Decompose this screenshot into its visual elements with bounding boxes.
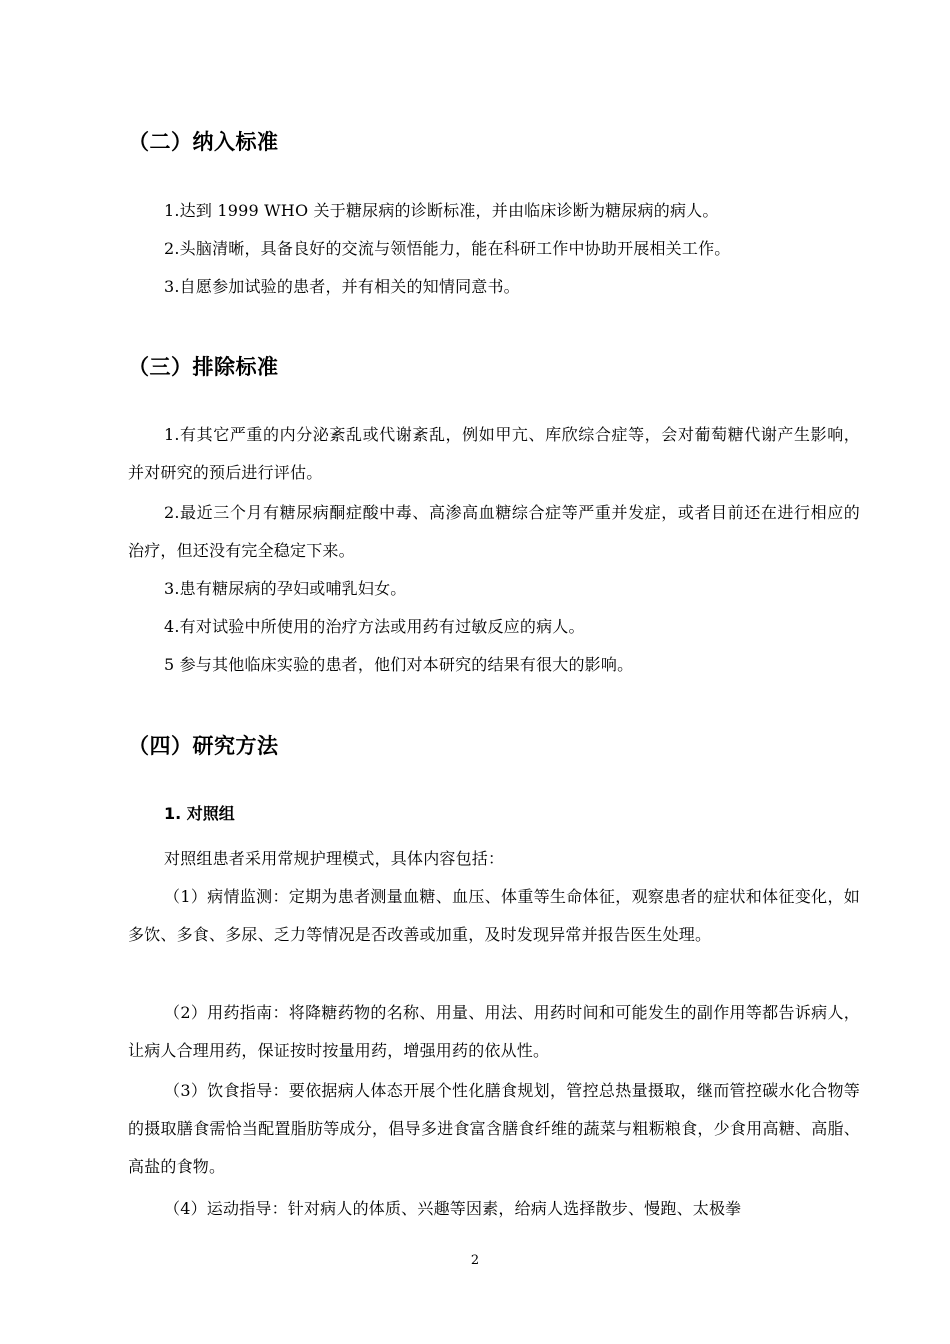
exclusion-item-3: 3.患有糖尿病的孕妇或哺乳妇女。 bbox=[164, 579, 407, 598]
page-number: 2 bbox=[470, 1253, 480, 1268]
control-group-item-1: （1）病情监测：定期为患者测量血糖、血压、体重等生命体征，观察患者的症状和体征变化，如多饮、多食、多尿、乏力等情况是否改善或加重，及时发现异常并报告医生处理。 bbox=[128, 887, 860, 944]
control-group-item-4: （4）运动指导：针对病人的体质、兴趣等因素，给病人选择散步、慢跑、太极拳 bbox=[164, 1199, 742, 1218]
control-group-item-3: （3）饮食指导：要依据病人体态开展个性化膳食规划，管控总热量摄取，继而管控碳水化合物等的摄取膳食需恰当配置脂肪等成分，倡导多进食富含膳食纤维的蔬菜与粗粝粮食，少食用高糖、高脂、高盐的食物。 bbox=[128, 1081, 860, 1176]
control-group-intro: 对照组患者采用常规护理模式，具体内容包括： bbox=[164, 849, 505, 868]
section-title-inclusion: （二）纳入标准 bbox=[128, 130, 279, 154]
inclusion-item-1: 1.达到 1999 WHO 关于糖尿病的诊断标准，并由临床诊断为糖尿病的病人。 bbox=[164, 201, 719, 220]
control-group-item-2: （2）用药指南：将降糖药物的名称、用量、用法、用药时间和可能发生的副作用等都告诉病人，让病人合理用药，保证按时按量用药，增强用药的依从性。 bbox=[128, 1003, 860, 1060]
inclusion-item-3: 3.自愿参加试验的患者，并有相关的知情同意书。 bbox=[164, 277, 520, 296]
exclusion-item-2: 2.最近三个月有糖尿病酮症酸中毒、高渗高血糖综合症等严重并发症，或者目前还在进行相应的治疗，但还没有完全稳定下来。 bbox=[128, 503, 860, 560]
exclusion-item-1: 1.有其它严重的内分泌紊乱或代谢紊乱，例如甲亢、库欣综合症等，会对葡萄糖代谢产生影响，并对研究的预后进行评估。 bbox=[128, 425, 860, 482]
inclusion-item-2: 2.头脑清晰，具备良好的交流与领悟能力，能在科研工作中协助开展相关工作。 bbox=[164, 239, 731, 258]
exclusion-item-5: 5 参与其他临床实验的患者，他们对本研究的结果有很大的影响。 bbox=[164, 655, 634, 674]
section-title-exclusion: （三）排除标准 bbox=[128, 355, 279, 379]
exclusion-item-4: 4.有对试验中所使用的治疗方法或用药有过敏反应的病人。 bbox=[164, 617, 585, 636]
section-title-methods: （四）研究方法 bbox=[128, 734, 279, 758]
subsection-title-control-group: 1. 对照组 bbox=[164, 804, 235, 823]
